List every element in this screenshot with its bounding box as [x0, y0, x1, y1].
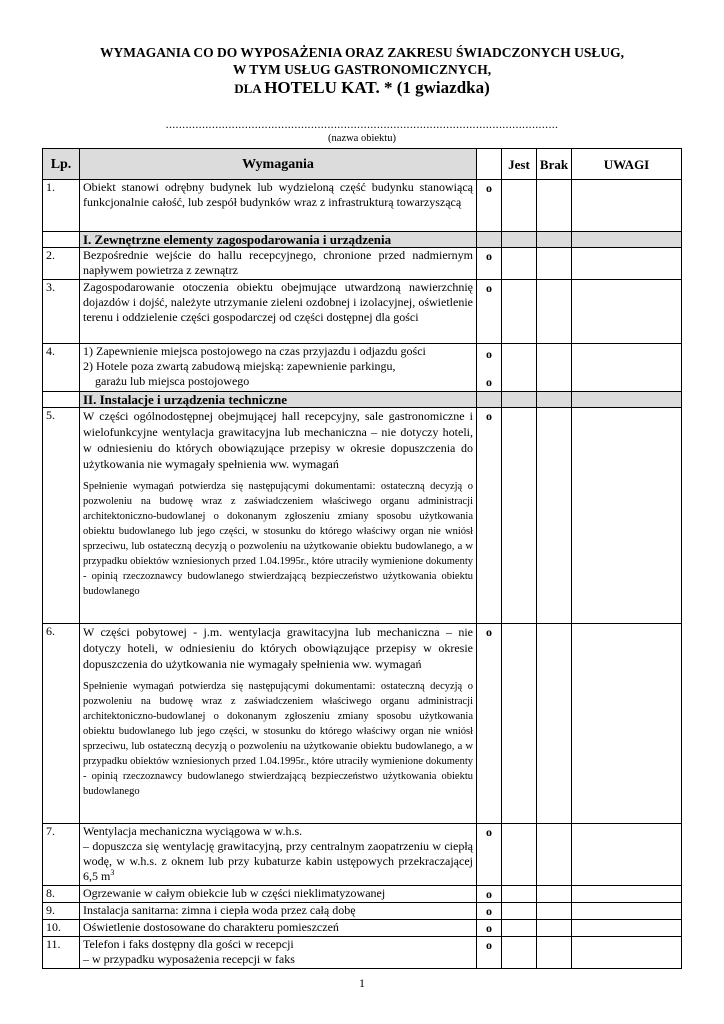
row-requirement-text: W części pobytowej - j.m. wentylacja grawitacyjna lub mechaniczna – nie dotyczy hoteli, w odniesieniu do których obowiązujące przepisy w okresie dopuszczenia do użytkowania nie wymagały spełnienia ww. wymagań	[83, 625, 473, 671]
table-row	[43, 408, 682, 624]
table-row	[43, 344, 682, 392]
brak-cell[interactable]	[537, 624, 572, 824]
jest-cell[interactable]	[502, 937, 537, 969]
page-number: 1	[359, 976, 365, 990]
section-uwagi-cell	[572, 232, 682, 248]
object-name-field[interactable]: .......................................................................................................................	[165, 118, 559, 130]
brak-cell[interactable]	[537, 903, 572, 920]
header-brak: Brak	[537, 149, 572, 180]
uwagi-cell[interactable]	[572, 248, 682, 280]
header-lp: Lp.	[43, 149, 80, 180]
table-row	[43, 624, 682, 824]
row-requirement-line: – w przypadku wyposażenia recepcji w faks	[83, 952, 295, 966]
row-mark: o	[477, 824, 502, 886]
uwagi-cell[interactable]	[572, 886, 682, 903]
jest-cell[interactable]	[502, 248, 537, 280]
uwagi-cell[interactable]	[572, 180, 682, 232]
title-line-2: W TYM USŁUG GASTRONOMICZNYCH,	[232, 62, 492, 77]
table-row	[43, 920, 682, 937]
row-number: 7.	[43, 824, 80, 886]
row-requirement	[80, 824, 477, 886]
row-requirement	[80, 344, 477, 392]
row-number: 10.	[43, 920, 80, 937]
jest-cell[interactable]	[502, 886, 537, 903]
row-requirement	[80, 937, 477, 969]
section-row	[43, 232, 682, 248]
jest-cell[interactable]	[502, 280, 537, 344]
table-row	[43, 937, 682, 969]
object-name-caption: (nazwa obiektu)	[328, 133, 396, 144]
section-title: I. Zewnętrzne elementy zagospodarowania i urządzenia	[80, 232, 477, 248]
row-number: 11.	[43, 937, 80, 969]
row-number: 8.	[43, 886, 80, 903]
table-row	[43, 248, 682, 280]
uwagi-cell[interactable]	[572, 344, 682, 392]
row-requirement: Oświetlenie dostosowane do charakteru pomieszczeń	[80, 920, 477, 937]
section-brak-cell	[537, 392, 572, 408]
row-mark: o	[477, 886, 502, 903]
brak-cell[interactable]	[537, 824, 572, 886]
row-requirement: Zagospodarowanie otoczenia obiektu obejmujące utwardzoną nawierzchnię dojazdów i dojść, należyte utrzymanie zieleni ozdobnej i izolacyjnej, oświetlenie terenu i oddzielenie części gospodarczej od części dostępnej dla gości	[80, 280, 477, 344]
row-number: 4.	[43, 344, 80, 392]
row-mark: o	[477, 248, 502, 280]
brak-cell[interactable]	[537, 920, 572, 937]
row-requirement-line: 1) Zapewnienie miejsca postojowego na czas przyjazdu i odjazdu gości	[83, 344, 426, 358]
brak-cell[interactable]	[537, 408, 572, 624]
row-mark-1: o	[486, 347, 492, 361]
row-mark: o	[477, 624, 502, 824]
row-mark: o	[477, 937, 502, 969]
row-requirement: Obiekt stanowi odrębny budynek lub wydzieloną część budynku stanowiącą funkcjonalnie całość, lub zespół budynków wraz z infrastrukturą towarzyszącą	[80, 180, 477, 232]
uwagi-cell[interactable]	[572, 624, 682, 824]
brak-cell[interactable]	[537, 886, 572, 903]
jest-cell[interactable]	[502, 920, 537, 937]
row-requirement: Bezpośrednie wejście do hallu recepcyjnego, chronione przed nadmiernym napływem powietrza z zewnątrz	[80, 248, 477, 280]
row-requirement: Instalacja sanitarna: zimna i ciepła woda przez całą dobę	[80, 903, 477, 920]
table-row	[43, 180, 682, 232]
section-mark-cell	[477, 392, 502, 408]
table-header-row	[43, 149, 682, 180]
row-number: 6.	[43, 624, 80, 824]
title-line-3-prefix: DLA	[234, 81, 261, 96]
section-row	[43, 392, 682, 408]
brak-cell[interactable]	[537, 280, 572, 344]
section-brak-cell	[537, 232, 572, 248]
header-uwagi: UWAGI	[572, 149, 682, 180]
brak-cell[interactable]	[537, 344, 572, 392]
jest-cell[interactable]	[502, 903, 537, 920]
table-row	[43, 824, 682, 886]
row-mark	[477, 344, 502, 392]
uwagi-cell[interactable]	[572, 937, 682, 969]
section-jest-cell	[502, 232, 537, 248]
row-requirement-line: garażu lub miejsca postojowego	[95, 374, 250, 388]
row-mark: o	[477, 408, 502, 624]
row-requirement	[80, 408, 477, 624]
requirements-table	[42, 148, 682, 969]
header-requirements: Wymagania	[80, 149, 477, 180]
jest-cell[interactable]	[502, 180, 537, 232]
section-uwagi-cell	[572, 392, 682, 408]
title-line-1: WYMAGANIA CO DO WYPOSAŻENIA ORAZ ZAKRESU ŚWIADCZONYCH USŁUG,	[99, 45, 625, 60]
title-hotel-category: HOTELU KAT. * (1 gwiazdka)	[264, 78, 490, 97]
table-row	[43, 886, 682, 903]
brak-cell[interactable]	[537, 180, 572, 232]
row-mark-2: o	[486, 375, 492, 389]
row-requirement: Ogrzewanie w całym obiekcie lub w części nieklimatyzowanej	[80, 886, 477, 903]
header-mark	[477, 149, 502, 180]
row-requirement-text: – dopuszcza się wentylację grawitacyjną, przy centralnym zaopatrzeniu w ciepłą wodę, w w.h.s. z oknem lub przy kubaturze kabin ustępowych przekraczającej 6,5 m	[83, 839, 473, 883]
superscript: 3	[110, 868, 115, 877]
row-requirement-note: Spełnienie wymagań potwierdza się następującymi dokumentami: ostateczną decyzją o pozwoleniu na budowę wraz z zaświadczeniem właściwego organu administracji architektoniczno-budowlanej o dokonanym zgłoszeniu zmiany sposobu użytkowania obiektu budowlanego lub jego części, w stosunku do którego właściwy organ nie wniósł sprzeciwu, lub ostateczną decyzją o pozwoleniu na użytkowanie obiektu budowlanego, a w przypadku obiektów wzniesionych przed 1.04.1995r., które utraciły wymienione dokumenty - opinią rzeczoznawcy budowlanego stwierdzającą bezpieczeństwo użytkowania obiektu budowlanego	[83, 681, 473, 797]
row-number: 9.	[43, 903, 80, 920]
brak-cell[interactable]	[537, 937, 572, 969]
uwagi-cell[interactable]	[572, 280, 682, 344]
section-number-cell	[43, 232, 80, 248]
row-requirement-line: Wentylacja mechaniczna wyciągowa w w.h.s.	[83, 824, 303, 838]
row-requirement-note: Spełnienie wymagań potwierdza się następującymi dokumentami: ostateczną decyzją o pozwoleniu na budowę wraz z zaświadczeniem właściwego organu administracji architektoniczno-budowlanej o dokonanym zgłoszeniu zmiany sposobu użytkowania obiektu budowlanego lub jego części, w stosunku do którego właściwy organ nie wniósł sprzeciwu, lub ostateczną decyzją o pozwoleniu na użytkowanie obiektu budowlanego, a w przypadku obiektów wzniesionych przed 1.04.1995r., które utraciły wymienione dokumenty - opinią rzeczoznawcy budowlanego stwierdzającą bezpieczeństwo użytkowania obiektu budowlanego	[83, 481, 473, 597]
table-row	[43, 903, 682, 920]
brak-cell[interactable]	[537, 248, 572, 280]
jest-cell[interactable]	[502, 624, 537, 824]
jest-cell[interactable]	[502, 344, 537, 392]
jest-cell[interactable]	[502, 824, 537, 886]
section-mark-cell	[477, 232, 502, 248]
row-requirement-text: W części ogólnodostępnej obejmującej hall recepcyjny, sale gastronomiczne i wielofunkcyjne wentylacja grawitacyjna lub mechaniczna – nie dotyczy hoteli, w odniesieniu do których obowiązujące przepisy w okresie dopuszczenia do użytkowania nie wymagały spełnienia ww. wymagań	[83, 409, 473, 471]
section-jest-cell	[502, 392, 537, 408]
row-number: 3.	[43, 280, 80, 344]
row-number: 2.	[43, 248, 80, 280]
row-number: 1.	[43, 180, 80, 232]
section-number-cell	[43, 392, 80, 408]
uwagi-cell[interactable]	[572, 408, 682, 624]
title-line-3	[40, 78, 684, 99]
uwagi-cell[interactable]	[572, 824, 682, 886]
row-mark: o	[477, 920, 502, 937]
row-mark: o	[477, 903, 502, 920]
section-title: II. Instalacje i urządzenia techniczne	[80, 392, 477, 408]
jest-cell[interactable]	[502, 408, 537, 624]
row-requirement-line: Telefon i faks dostępny dla gości w recepcji	[83, 937, 294, 951]
row-number: 5.	[43, 408, 80, 624]
table-row	[43, 280, 682, 344]
row-mark: o	[477, 280, 502, 344]
row-requirement	[80, 624, 477, 824]
document-title	[40, 44, 684, 99]
row-mark: o	[477, 180, 502, 232]
row-requirement-line	[83, 839, 473, 884]
header-jest: Jest	[502, 149, 537, 180]
uwagi-cell[interactable]	[572, 920, 682, 937]
row-requirement-line: 2) Hotele poza zwartą zabudową miejską: zapewnienie parkingu,	[83, 359, 396, 373]
uwagi-cell[interactable]	[572, 903, 682, 920]
